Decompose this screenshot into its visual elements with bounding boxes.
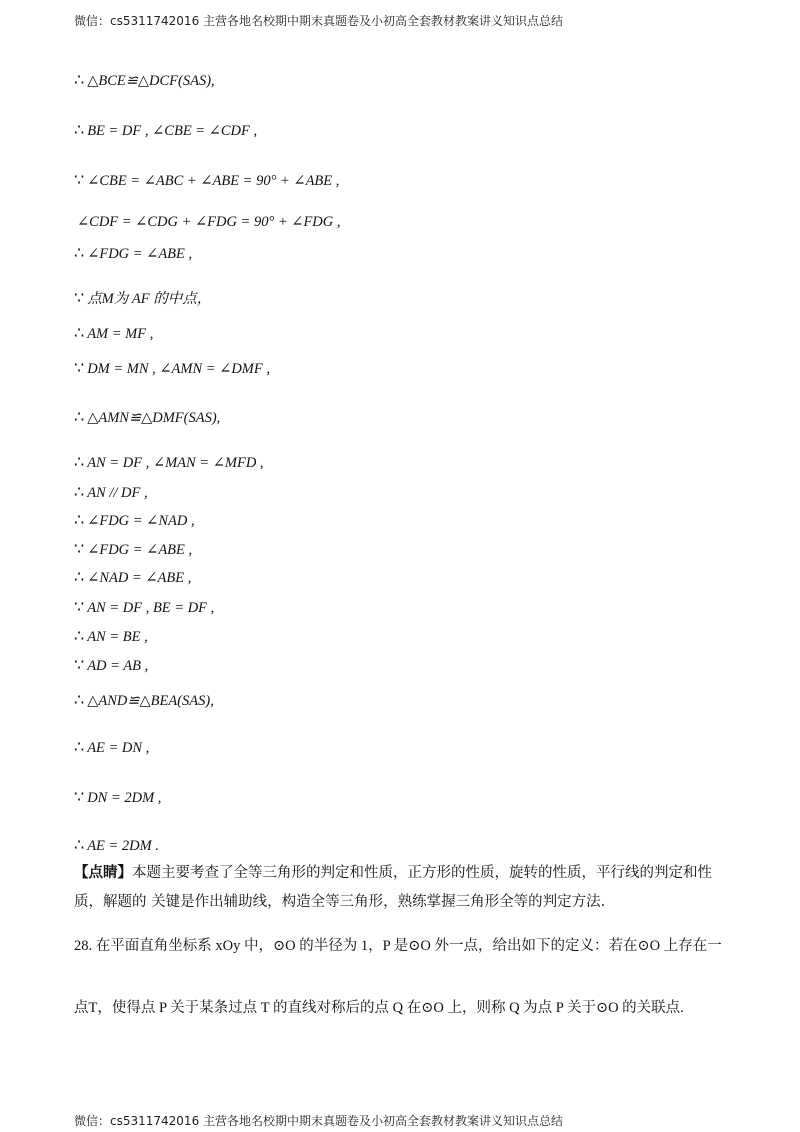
proof-line bbox=[74, 737, 149, 757]
logic-symbol: ∴ bbox=[74, 409, 85, 426]
proof-line bbox=[74, 407, 220, 427]
page-footer: 微信：cs5311742016 主营各地名校期中期末真题卷及小初高全套教材教案讲义知识点总结 bbox=[74, 1114, 564, 1128]
proof-line bbox=[74, 690, 214, 710]
proof-line bbox=[74, 120, 257, 140]
proof-line bbox=[74, 287, 211, 308]
proof-line bbox=[74, 323, 153, 343]
proof-line bbox=[74, 170, 339, 190]
logic-symbol: ∴ bbox=[74, 512, 85, 529]
proof-expression: DN = 2DM , bbox=[87, 790, 162, 806]
proof-line bbox=[74, 243, 192, 263]
proof-expression: ∠CBE = ∠ABC + ∠ABE = 90° + ∠ABE , bbox=[87, 173, 340, 189]
proof-expression: AN // DF , bbox=[87, 485, 148, 501]
proof-expression: AE = 2DM . bbox=[87, 838, 159, 854]
proof-line bbox=[74, 539, 192, 559]
proof-expression: DM = MN , ∠AMN = ∠DMF , bbox=[87, 361, 270, 377]
proof-expression: △AND≌△BEA(SAS), bbox=[87, 693, 214, 709]
proof-line bbox=[74, 452, 264, 472]
proof-expression: AD = AB , bbox=[87, 658, 149, 674]
problem-line-1: 28. 在平面直角坐标系 xOy 中，⊙O 的半径为 1，P 是⊙O 外一点，给出如下的定义：若在⊙O 上存在一 bbox=[74, 938, 722, 954]
proof-expression: AN = DF , BE = DF , bbox=[87, 600, 215, 616]
proof-expression: ∠CDF = ∠CDG + ∠FDG = 90° + ∠FDG , bbox=[77, 214, 341, 230]
proof-expression: AE = DN , bbox=[87, 740, 150, 756]
logic-symbol: ∴ bbox=[74, 692, 85, 709]
proof-expression: 点M为 AF 的中点， bbox=[87, 291, 212, 307]
proof-line bbox=[74, 70, 215, 90]
proof-expression: ∠NAD = ∠ABE , bbox=[87, 570, 192, 586]
logic-symbol: ∴ bbox=[74, 628, 85, 645]
proof-expression: ∠FDG = ∠NAD , bbox=[87, 513, 195, 529]
logic-symbol: ∵ bbox=[74, 290, 85, 307]
logic-symbol: ∵ bbox=[74, 541, 85, 558]
proof-expression: BE = DF , ∠CBE = ∠CDF , bbox=[87, 123, 258, 139]
proof-line bbox=[74, 787, 161, 807]
proof-expression: △AMN≌△DMF(SAS), bbox=[87, 410, 221, 426]
proof-expression: △BCE≌△DCF(SAS), bbox=[87, 73, 215, 89]
problem-line-2: 点T，使得点 P 关于某条过点 T 的直线对称后的点 Q 在⊙O 上，则称 Q 为点 P 关于⊙O 的关联点. bbox=[74, 1000, 684, 1016]
proof-line bbox=[74, 626, 148, 646]
comment-paragraph bbox=[74, 858, 734, 917]
logic-symbol: ∴ bbox=[74, 72, 85, 89]
proof-expression: AN = BE , bbox=[87, 629, 148, 645]
logic-symbol: ∴ bbox=[74, 122, 85, 139]
proof-expression: AN = DF , ∠MAN = ∠MFD , bbox=[87, 455, 264, 471]
page-header: 微信：cs5311742016 主营各地名校期中期末真题卷及小初高全套教材教案讲义知识点总结 bbox=[74, 14, 564, 28]
proof-line bbox=[74, 597, 214, 617]
proof-line bbox=[74, 213, 341, 231]
proof-expression: ∠FDG = ∠ABE , bbox=[87, 246, 193, 262]
logic-symbol: ∵ bbox=[74, 599, 85, 616]
proof-line bbox=[74, 358, 270, 378]
proof-line bbox=[74, 510, 195, 530]
logic-symbol: ∴ bbox=[74, 325, 85, 342]
proof-expression: AM = MF , bbox=[87, 326, 154, 342]
logic-symbol: ∴ bbox=[74, 837, 85, 854]
proof-expression: ∠FDG = ∠ABE , bbox=[87, 542, 193, 558]
proof-line bbox=[74, 835, 159, 855]
comment-label: 【点睛】 bbox=[74, 864, 132, 881]
logic-symbol: ∵ bbox=[74, 657, 85, 674]
logic-symbol: ∴ bbox=[74, 484, 85, 501]
comment-text: 本题主要考查了全等三角形的判定和性质，正方形的性质，旋转的性质，平行线的判定和性质，解题的 关键是作出辅助线，构造全等三角形，熟练掌握三角形全等的判定方法. bbox=[74, 865, 712, 910]
proof-line bbox=[74, 482, 148, 502]
proof-line bbox=[74, 567, 191, 587]
logic-symbol: ∴ bbox=[74, 454, 85, 471]
logic-symbol: ∴ bbox=[74, 569, 85, 586]
logic-symbol: ∵ bbox=[74, 789, 85, 806]
proof-line bbox=[74, 655, 148, 675]
logic-symbol: ∴ bbox=[74, 245, 85, 262]
logic-symbol: ∵ bbox=[74, 360, 85, 377]
logic-symbol: ∵ bbox=[74, 172, 85, 189]
logic-symbol: ∴ bbox=[74, 739, 85, 756]
